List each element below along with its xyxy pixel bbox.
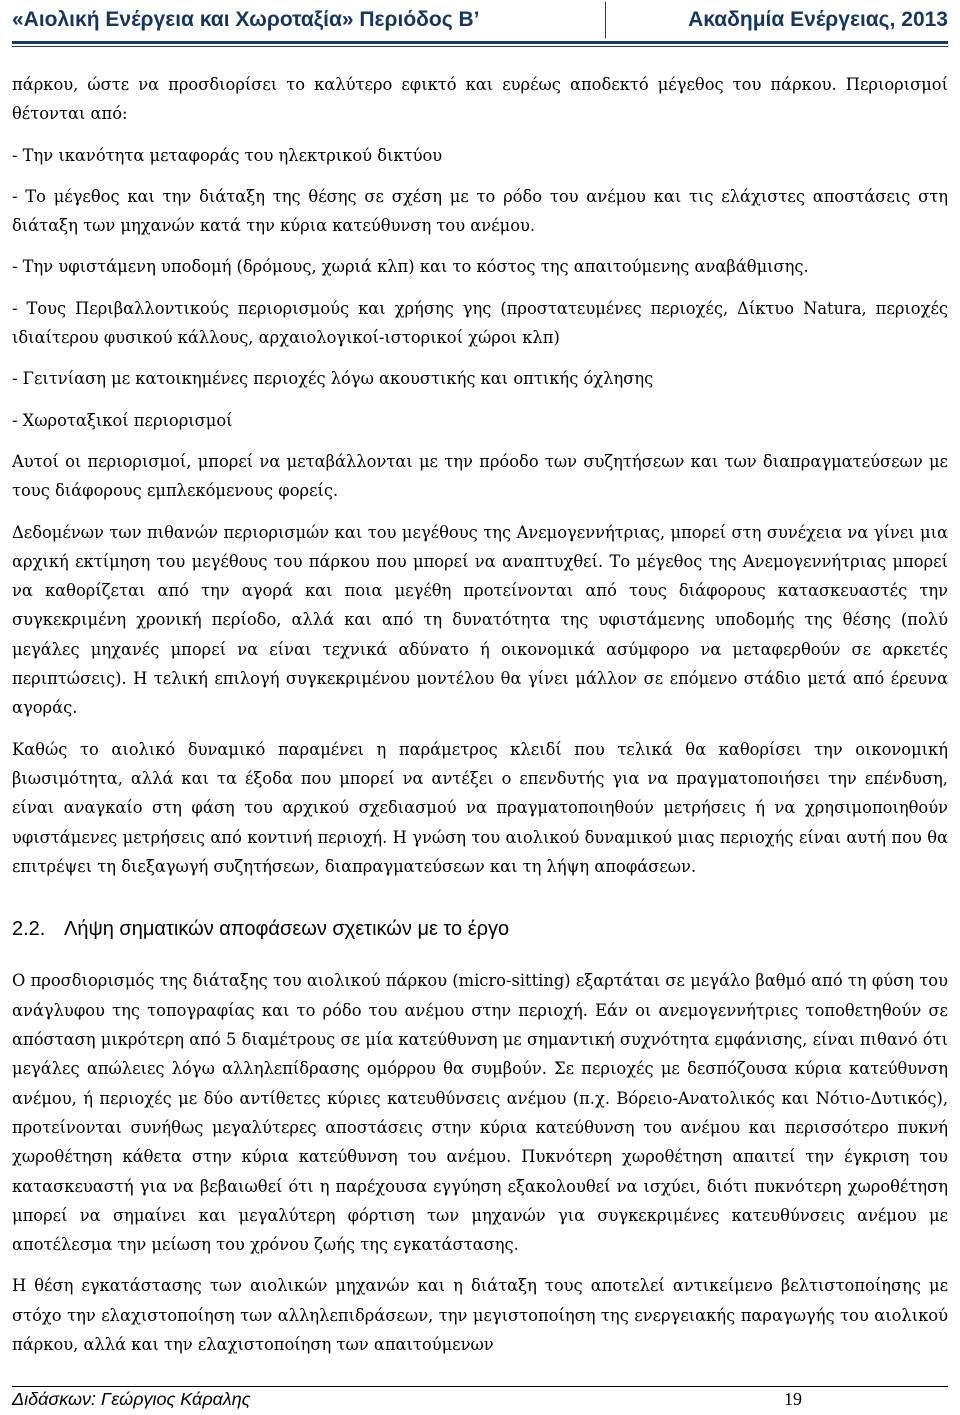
document-body [12,70,948,1365]
page-footer [12,1386,948,1410]
header-divider [605,2,606,38]
page-header [12,0,948,40]
section-title: Λήψη σηματικών αποφάσεων σχετικών με το έργο [64,918,510,941]
list-item-grid-capacity: - Την ικανότητα μεταφοράς του ηλεκτρικού δικτύου [12,145,443,165]
header-rule [12,41,948,44]
section-heading [12,915,948,944]
page-number: 19 [784,1389,802,1409]
list-item-site-size: - Το μέγεθος και την διάταξη της θέσης σε σχέση με το ρόδο του ανέμου και τις ελάχιστες αποστάσεις στη διάταξη των μηχανών κατά την κύρια κατεύθυνση του ανέμου. [12,186,948,236]
list-item-environmental: - Τους Περιβαλλοντικούς περιορισμούς και χρήσης γης (προστατευμένες περιοχές, Δίκτυο Natura, περιοχές ιδιαίτερου φυσικού κάλλους, αρχαιολογικοί-ιστορικοί χώροι κλπ) [12,298,948,348]
footer-author: Διδάσκων: Γεώργιος Κάραλης [12,1389,251,1409]
paragraph-wind-potential: Καθώς το αιολικό δυναμικό παραμένει η παράμετρος κλειδί που τελικά θα καθορίσει την οικονομική βιωσιμότητα, αλλά και τα έξοδα που μπορεί να αντέξει ο επενδυτής για να πραγματοποιήσει την επένδυση, είναι αναγκαίο στη φάση του αρχικού σχεδιασμού να πραγματοποιηθούν μετρήσεις ή να χρησιμοποιηθούν υφιστάμενες μετρήσεις από κοντινή περιοχή. Η γνώση του αιολικού δυναμικού μιας περιοχής είναι αυτή που θα επιτρέψει τη διεξαγωγή συζητήσεων, διαπραγματεύσεων και τη λήψη αποφάσεων. [12,739,948,876]
paragraph-turbine-size: Δεδομένων των πιθανών περιορισμών και του μεγέθους της Ανεμογεννήτριας, μπορεί στη συνέχεια να γίνει μια αρχική εκτίμηση του μεγέθους του πάρκου που μπορεί να αναπτυχθεί. Το μέγεθος της Ανεμογεννήτριας μπορεί να καθορίζεται από την αγορά και ποια μεγέθη προτείνονται από τους διάφορους κατασκευαστές την συγκεκριμένη χρονική περίοδο, αλλά και από τη δυνατότητα της υφιστάμενης υποδομής της θέσης (πολύ μεγάλες μηχανές μπορεί να είναι τεχνικά αδύνατο ή οικονομικά ασύμφορο να μεταφερθούν σε αρκετές περιπτώσεις). Η τελική επιλογή συγκεκριμένου μοντέλου θα γίνει μάλλον σε επόμενο στάδιο μετά από έρευνα αγοράς. [12,522,948,718]
header-rule-thin [12,46,948,47]
header-left-title: «Αιολική Ενέργεια και Χωροταξία» Περιόδος Β’ [12,8,480,31]
header-right-title: Ακαδημία Ενέργειας, 2013 [688,8,948,31]
list-item-residential: - Γειτνίαση με κατοικημένες περιοχές λόγω ακουστικής και οπτικής όχλησης [12,369,654,389]
list-item-spatial-planning: - Χωροταξικοί περιορισμοί [12,410,233,430]
paragraph-micro-sitting: Ο προσδιορισμός της διάταξης του αιολικού πάρκου (micro-sitting) εξαρτάται σε μεγάλο βαθμό από τη φύση του ανάγλυφου της τοπογραφίας και το ρόδο του ανέμου στην περιοχή. Εάν οι ανεμογεννήτριες τοποθετηθούν σε απόσταση μικρότερη από 5 διαμέτρους σε μία κατεύθυνση με σημαντική συχνότητα εμφάνισης, είναι πιθανό ότι μεγάλες απώλειες λόγω αλληλεπίδρασης ομόρρου θα συμβούν. Σε περιοχές με δεσπόζουσα κύρια κατεύθυνση ανέμου, ή περιοχές με δύο αντίθετες κύριες κατευθύνσεις ανέμου (π.χ. Βόρειο-Ανατολικός και Νότιο-Δυτικός), προτείνονται συνήθως μεγαλύτερες αποστάσεις στην κύρια κατεύθυνση του ανέμου και περισσότερο πυκνή χωροθέτηση κάθετα στην κύρια κατεύθυνση του ανέμου. Πυκνότερη χωροθέτηση απαιτεί την έγκριση του κατασκευαστή για να βεβαιωθεί ότι η παρέχουσα εγγύηση εξακολουθεί να ισχύει, διότι πυκνότερη χωροθέτηση μπορεί να σημαίνει και μεγαλύτερη φόρτιση των μηχανών για συγκεκριμένες κατευθύνσεις ανέμου με αποτέλεσμα την μείωση του χρόνου ζωής της εγκατάστασης. [12,971,948,1255]
paragraph-constraints-change: Αυτοί οι περιορισμοί, μπορεί να μεταβάλλονται με την πρόοδο των συζητήσεων και των διαπραγματεύσεων με τους διάφορους εμπλεκόμενους φορείς. [12,451,948,501]
list-item-infrastructure: - Την υφιστάμενη υποδομή (δρόμους, χωριά κλπ) και το κόστος της απαιτούμενης αναβάθμισης. [12,257,809,277]
section-number: 2.2. [12,918,46,941]
paragraph-intro: πάρκου, ώστε να προσδιορίσει το καλύτερο εφικτό και ευρέως αποδεκτό μέγεθος του πάρκου. Περιορισμοί θέτονται από: [12,75,948,124]
paragraph-optimization: Η θέση εγκατάστασης των αιολικών μηχανών και η διάταξη τους αποτελεί αντικείμενο βελτιστοποίησης με στόχο την ελαχιστοποίηση των αλληλεπιδράσεων, την μεγιστοποίηση της ενεργειακής παραγωγής του αιολικού πάρκου, αλλά και την ελαχιστοποίηση των απαιτούμενων [12,1276,948,1354]
